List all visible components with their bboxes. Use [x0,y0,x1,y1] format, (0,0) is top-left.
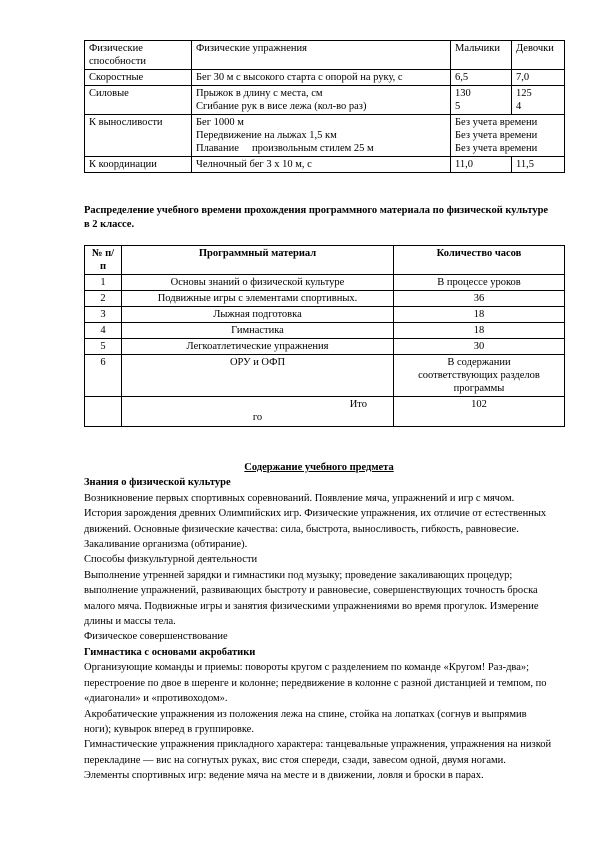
no-time-value: Без учета времени [455,143,538,154]
table-header-row [85,41,565,70]
ability-cell: К координации [85,157,192,173]
subject-content [84,460,554,784]
table-row [85,275,565,291]
header-boys: Мальчики [451,41,512,70]
table-row [85,323,565,339]
hours-cell: 30 [394,339,565,355]
content-block: Гимнастические упражнения прикладного характера: танцевальные упражнения, упражнения на низкой перекладине — вис на согнутых руках, вис стоя спереди, сзади, завесом одной, двумя ногами. [84,739,552,766]
hours-cell: 18 [394,307,565,323]
boys-cell: 11,0 [451,157,512,173]
table-header-row [85,246,565,275]
exercise-line: Передвижение на лыжах 1,5 км [196,130,337,141]
header-exercises: Физические упражнения [192,41,451,70]
exercise-line: Бег 1000 м [196,117,244,128]
total-row [85,397,565,427]
header-abilities: Физические способности [85,41,192,70]
content-block: Акробатические упражнения из положения лежа на спине, стойка на лопатках (согнув и выпрямив ноги); кувырок вперед в группировке. [84,708,527,735]
boys-cell: 6,5 [451,70,512,86]
table-row [85,307,565,323]
content-block: Физическое совершенствование [84,631,228,643]
norms-table [84,40,565,173]
num-cell: 2 [85,291,122,307]
content-block: Выполнение утренней зарядки и гимнастики под музыку; проведение закаливающих процедур; выполнение упражнений, развивающих быстроту и равновесие, совершенствующих точность броска малого мяча. Подвижные игры и занятия физическими упражнениями во время прогулок. Измерение длины и массы тела. [84,569,539,628]
no-time-cell [451,115,565,157]
num-cell-empty [85,397,122,427]
girls-value: 4 [516,101,522,112]
exercise-cell: Бег 30 м с высокого старта с опорой на руку, с [192,70,451,86]
table-row [85,355,565,397]
hours-cell [394,355,565,397]
material-cell: ОРУ и ОФП [122,355,394,397]
exercise-line: Сгибание рук в висе лежа (кол-во раз) [196,101,367,112]
material-cell: Основы знаний о физической культуре [122,275,394,291]
girls-cell: 11,5 [512,157,565,173]
material-cell: Лыжная подготовка [122,307,394,323]
boys-cell [451,86,512,115]
hours-cell: 18 [394,323,565,339]
exercise-line: Прыжок в длину с места, см [196,88,323,99]
girls-cell [512,86,565,115]
header-num: № п/п [85,246,122,275]
hours-table [84,245,565,427]
table-row [85,291,565,307]
girls-value: 125 [516,88,532,99]
material-cell: Подвижные игры с элементами спортивных. [122,291,394,307]
content-block: Знания о физической культуре [84,477,231,489]
exercise-cell [192,86,451,115]
ability-cell: К выносливости [85,115,192,157]
no-time-value: Без учета времени [455,130,538,141]
hours-line: соответствующих разделов [418,370,540,381]
num-cell: 5 [85,339,122,355]
content-block: Возникновение первых спортивных соревнований. Появление мяча, упражнений и игр с мячом. История зарождения древних Олимпийских игр. Физические упражнения, их отличие от естественных движений. Основные физические качества: сила, быстрота, выносливость, гибкость, равновесие. Закаливание организма (обтирание). [84,492,547,551]
material-cell: Гимнастика [122,323,394,339]
num-cell: 1 [85,275,122,291]
hours-line: В содержании [447,357,511,368]
hours-cell: В процессе уроков [394,275,565,291]
num-cell: 6 [85,355,122,397]
content-block: Гимнастика с основами акробатики [84,646,256,658]
exercise-line: Плавание произвольным стилем 25 м [196,143,374,154]
distribution-heading: Распределение учебного времени прохождения программного материала по физической культуре в 2 классе. [84,205,549,230]
total-hours-cell: 102 [394,397,565,427]
content-title: Содержание учебного предмета [244,462,394,473]
hours-cell: 36 [394,291,565,307]
content-block: Способы физкультурной деятельности [84,554,258,566]
no-time-value: Без учета времени [455,117,538,128]
table-row [85,70,565,86]
material-cell: Легкоатлетические упражнения [122,339,394,355]
header-hours: Количество часов [394,246,565,275]
total-label-part2: го [252,412,263,423]
num-cell: 3 [85,307,122,323]
girls-cell: 7,0 [512,70,565,86]
table-row [85,86,565,115]
ability-cell: Скоростные [85,70,192,86]
table-row [85,157,565,173]
boys-value: 130 [455,88,471,99]
boys-value: 5 [455,101,461,112]
exercise-cell [192,115,451,157]
exercise-cell: Челночный бег 3 х 10 м, с [192,157,451,173]
header-girls: Девочки [512,41,565,70]
table-row [85,115,565,157]
content-block: Элементы спортивных игр: ведение мяча на месте и в движении, ловля и броски в парах. [84,770,484,782]
header-material: Программный материал [122,246,394,275]
total-label-part1: Ито [349,399,367,410]
content-block: Организующие команды и приемы: повороты кругом с разделением по команде «Кругом! Раз-два»; перестроение по двое в шеренге и колонне; передвижение в колонне с разной дистанцией и темпом, по «диагонали» и «противоходом». [84,662,547,705]
hours-line: программы [453,383,505,394]
table-row [85,339,565,355]
total-label-cell [122,397,394,427]
num-cell: 4 [85,323,122,339]
ability-cell: Силовые [85,86,192,115]
